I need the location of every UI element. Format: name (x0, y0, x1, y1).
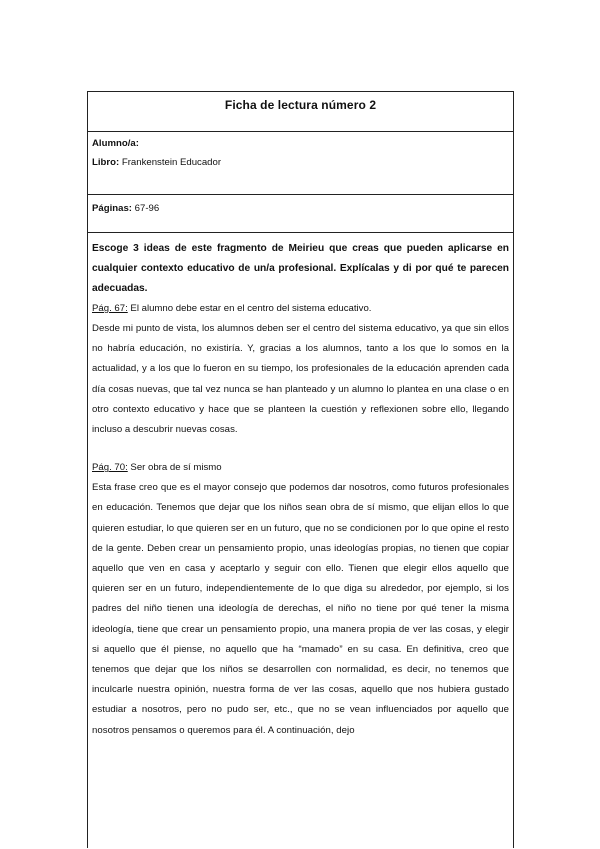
alumno-label: Alumno/a: (92, 138, 139, 149)
spacer (92, 440, 509, 458)
idea1-page-ref: Pág. 67: (92, 303, 128, 314)
student-book-row (88, 132, 513, 195)
idea1-paragraph: Desde mi punto de vista, los alumnos deben ser el centro del sistema educativo, ya que sin ellos no habría educación, no existiría. Y, gracias a los alumnos, tanto a los que lo somos en la actualidad, y a los que lo fueron en su tiempo, los profesionales de la educación aprenden cada día cosas nuevas, que tal vez nunca se han planteado y un alumno lo plantea en una clase o en otro contexto educativo y hace que se planteen la cuestión y reflexionen sobre ello, llegando incluso a descubrir nuevas cosas. (92, 323, 509, 436)
title-row (88, 92, 513, 132)
question-text: Escoge 3 ideas de este fragmento de Meirieu que creas que pueden aplicarse en cualquier contexto educativo de un/a profesional. Explícalas y di por qué te parecen adecuadas. (92, 243, 509, 294)
reading-sheet-table (87, 91, 514, 848)
paginas-label: Páginas: (92, 203, 132, 214)
answer-row (88, 233, 513, 849)
idea2-heading (92, 458, 509, 478)
idea2-title: Ser obra de sí mismo (127, 462, 222, 474)
idea1-title: El alumno debe estar en el centro del sistema educativo. (127, 303, 372, 314)
libro-label: Libro: (92, 157, 120, 168)
paginas-field (92, 203, 159, 215)
pages-row (88, 195, 513, 233)
libro-value: Frankenstein Educador (121, 157, 222, 168)
page-title: Ficha de lectura número 2 (224, 98, 377, 112)
libro-field (92, 157, 221, 169)
paginas-value: 67-96 (134, 203, 160, 214)
idea2-paragraph: Esta frase creo que es el mayor consejo que podemos dar nosotros, como futuros profesionales en educación. Tenemos que dejar que los niños sean obra de sí mismo, que elijan ellos lo que quieren estudiar, lo que quieren ser en un futuro, que no se condicionen por lo que opine el resto de la gente. Deben crear un pensamiento propio, unas ideologías propias, no tienen que copiar aquello que ven en casa y aceptarlo y seguir con ello. Tienen que elegir ellos aquello que quieren ser en un futuro, independientemente de lo que diga su alrededor, por ejemplo, si los padres del niño tienen una ideología de derechas, el niño no tiene por qué tener la misma ideología, tiene que crear un pensamiento propio, una manera propia de ver las cosas, y elegir si aquello que él piense, no aquello que ha “mamado” en su casa. En definitiva, creo que tenemos que dejar que los niños se desarrollen con normalidad, es decir, no tenemos que inculcarle nuestra opinión, nuestra forma de ver las cosas, aquello que nos hubiera gustado estudiar a nosotros, pero no pudo ser, etc., que no se vean influenciados por aquello que nosotros pensamos o queremos para él. A continuación, dejo (92, 482, 509, 736)
answer-content (92, 239, 509, 741)
idea2-page-ref: Pág. 70: (92, 462, 128, 474)
alumno-field (92, 138, 139, 150)
idea1-heading (92, 299, 509, 319)
